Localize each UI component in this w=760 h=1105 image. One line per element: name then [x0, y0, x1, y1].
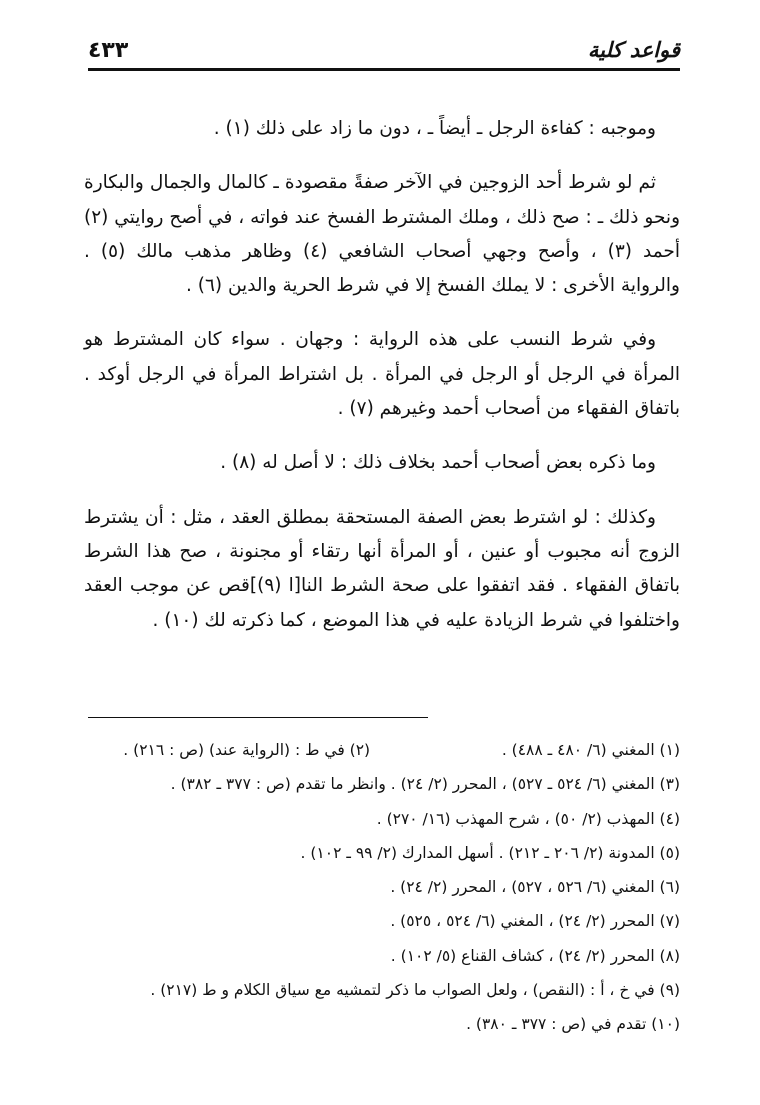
footnote-10: (١٠) تقدم في (ص : ٣٧٧ ـ ٣٨٠) . [466, 1015, 680, 1034]
footnote-9: (٩) في خ ، أ : (النقص) ، ولعل الصواب ما ذكر لتمشيه مع سياق الكلام و ط (٢١٧) . [150, 981, 680, 1000]
footnote-row [84, 733, 680, 767]
footnote-4: (٤) المهذب (٢/ ٥٠) ، شرح المهذب (١٦/ ٢٧٠) . [376, 809, 680, 828]
footnote-8: (٨) المحرر (٢/ ٢٤) ، كشاف القناع (٥/ ١٠٢) . [390, 946, 680, 965]
footnote-3: (٣) المغني (٦/ ٥٢٤ ـ ٥٢٧) ، المحرر (٢/ ٢٤) . وانظر ما تقدم (ص : ٣٧٧ ـ ٣٨٢) . [170, 775, 680, 794]
main-text [84, 112, 680, 658]
footnote-divider [88, 717, 428, 718]
paragraph: وكذلك : لو اشترط بعض الصفة المستحقة بمطلق العقد ، مثل : أن يشترط الزوج أنه مجبوب أو عنين ، أو المرأة أنها رتقاء أو مجنونة ، صح هذا الشرط باتفاق الفقهاء . فقد اتفقوا على صحة الشرط النا[ا (٩)]قص عن موجب العقد واختلفوا في شرط الزيادة عليه في هذا الموضع ، كما ذكرته لك (١٠) . [84, 506, 680, 631]
footnote-1: (١) المغني (٦/ ٤٨٠ ـ ٤٨٨) . [501, 741, 680, 759]
footnote-7: (٧) المحرر (٢/ ٢٤) ، المغني (٦/ ٥٢٤ ، ٥٢٥) . [390, 912, 680, 931]
paragraph: وموجبه : كفاءة الرجل ـ أيضاً ـ ، دون ما زاد على ذلك (١) . [213, 118, 656, 139]
paragraph: وما ذكره بعض أصحاب أحمد بخلاف ذلك : لا أصل له (٨) . [220, 452, 656, 474]
paragraph: ثم لو شرط أحد الزوجين في الآخر صفةً مقصودة ـ كالمال والجمال والبكارة ونحو ذلك ـ : صح ذلك ، وملك المشترط الفسخ عند فواته ، في أصح روايتي (٢) أحمد (٣) ، وأصح وجهي أصحاب الشافعي (٤) وظاهر مذهب مالك (٥) . والرواية الأخرى : لا يملك الفسخ إلا في شرط الحرية والدين (٦) . [84, 172, 680, 297]
footnote-6: (٦) المغني (٦/ ٥٢٦ ، ٥٢٧) ، المحرر (٢/ ٢٤) . [390, 878, 680, 897]
footnotes [84, 733, 680, 1042]
footnote-5: (٥) المدونة (٢/ ٢٠٦ ـ ٢١٢) . أسهل المدارك (٢/ ٩٩ ـ ١٠٢) . [300, 843, 680, 862]
page-header [88, 38, 680, 71]
page-number: ٤٣٣ [88, 38, 129, 63]
paragraph: وفي شرط النسب على هذه الرواية : وجهان . سواء كان المشترط هو المرأة في الرجل أو الرجل في المرأة . بل اشتراط المرأة في الرجل أوكد . باتفاق الفقهاء من أصحاب أحمد وغيرهم (٧) . [84, 329, 680, 420]
running-head-title: قواعد كلية [587, 38, 680, 62]
footnote-2: (٢) في ط : (الرواية عند) (ص : ٢١٦) . [123, 741, 371, 759]
